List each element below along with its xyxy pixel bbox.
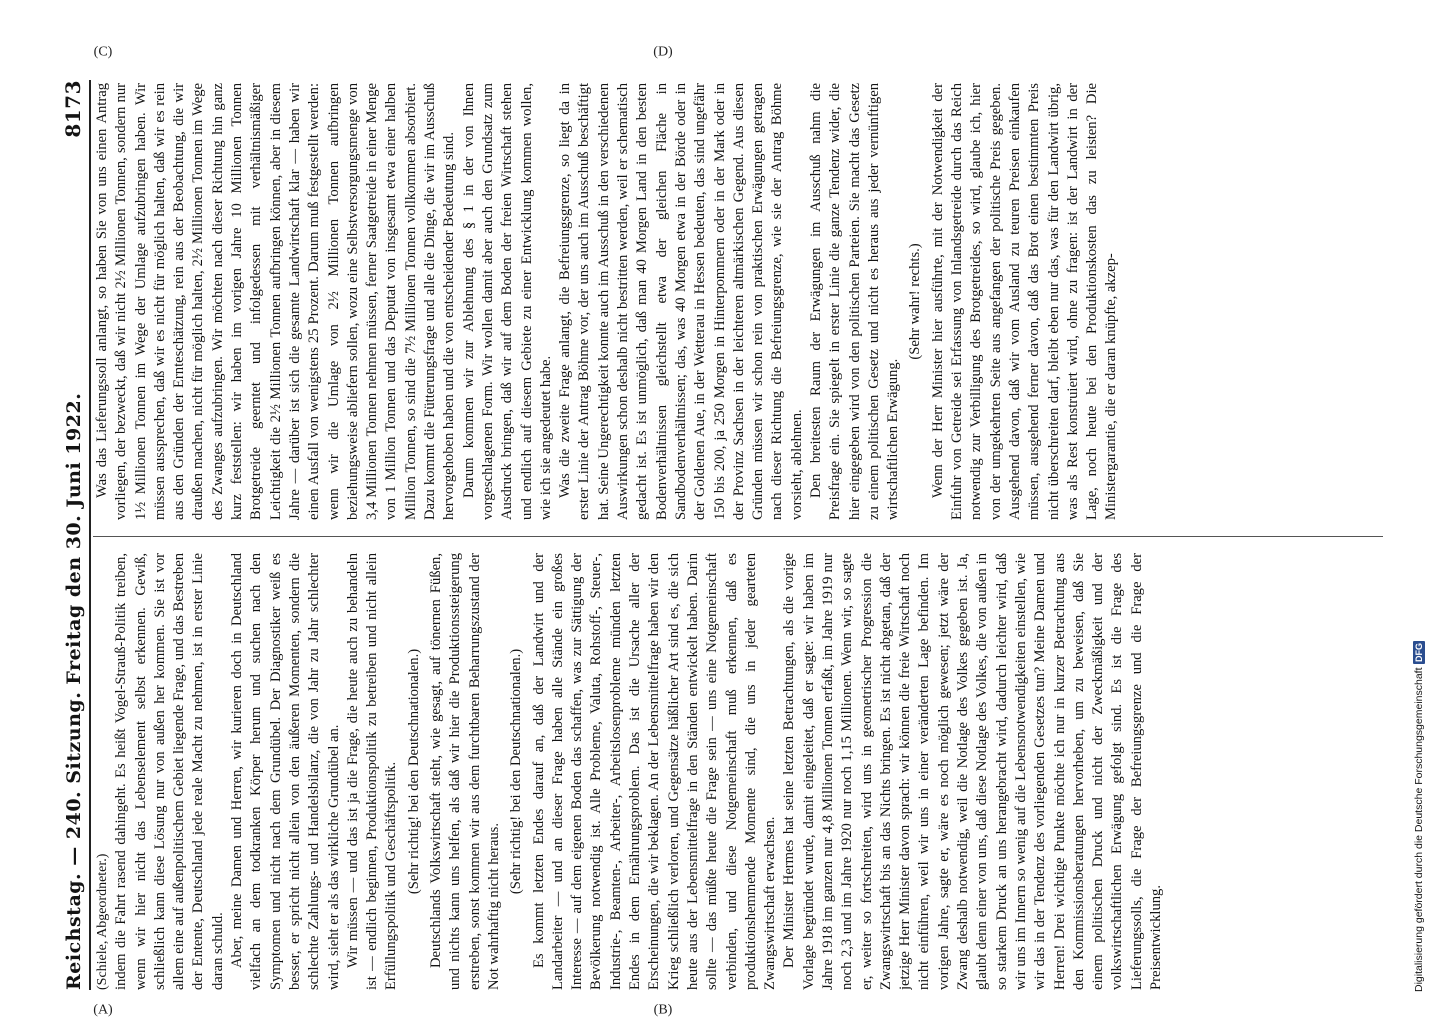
page-number: 8173 (61, 80, 85, 138)
paragraph: Wir müssen — und das ist ja die Frage, die heute auch zu behandeln ist — endlich beginnen, Produktionspolitik zu betreiben und nicht allein Erfüllungspolitik und Geschäftspolitik. (344, 553, 400, 990)
paragraph: Den breitesten Raum der Erwägungen im Ausschuß nahm die Preisfrage ein. Sie spiegelt in erster Linie die ganze Tendenz wider, die hier eingegeben wird von den politischen Parteien. Sie macht das Gesetz zu einem politischen Gesetz und nicht es heraus aus jeder vernünftigen wirtschaftlichen Erwägung. (807, 83, 902, 520)
paragraph: Wenn der Herr Minister hier ausführte, mit der Notwendigkeit der Einfuhr von Getreide sei Erfassung von Inlandsgetreide durch das Reich notwendig zur Verbilligung des Brotgetreides, so wird, glaube ich, hier von der umgekehrten Seite aus angefangen der politische Preis gegeben. Ausgehend davon, daß wir vom Ausland zu teuren Preisen einkaufen müssen, ausgehend ferner davon, daß das Brot einen bestimmten Preis nicht überschreiten darf, bleibt eben nur das, was für den Landwirt übrig, was als Rest konstruiert wird, ohne zu fragen: ist der Landwirt in der Lage, noch heute bei den Produktionskosten das zu leisten? Die Ministergarantie, die er daran knüpfte, akzep- (929, 83, 1120, 520)
interjection: (Sehr richtig! bei den Deutschnationalen.) (405, 648, 422, 895)
paragraph: Aber, meine Damen und Herren, wir kurieren doch in Deutschland vielfach an dem todkranken Körper herum und suchen nach den Symptomen und nicht nach dem Grundübel. Der Diagnostiker weiß es besser, er spricht nicht allein von den äußeren Momenten, sondern die schlechte Zahlungs- und Handelsbilanz, die von Jahr zu Jahr schlechter wird, sieht er als das wirkliche Grundübel an. (229, 553, 342, 990)
paragraph: Es kommt letzten Endes darauf an, daß der Landwirt und der Landarbeiter — und an dieser Frage haben alle Stände ein großes Interesse — auf dem eigenen Boden das schaffen, was zur Sättigung der Bevölkerung notwendig ist. Alle Probleme, Valuta, Rohstoff-, Steuer-, Industrie-, Beamten-, Arbeiter-, Arbeitslosenprobleme münden letzten Endes in dem Ernährungsproblem. Das ist die Ursache aller der Erscheinungen, die wir beklagen. An der Lebensmittelfrage haben wir den Krieg schließlich verloren, und Gegensätze häßlicher Art sind es, die sich heute aus der Lebensmittelfrage in den Ständen entwickelt haben. Darin sollte — das müßte heute die Frage sein — uns eine Notgemeinschaft verbinden, und diese Notgemeinschaft muß erkennen, daß es produktionshemmende Momente sind, die uns in jeder gearteten Zwangswirtschaft erwachsen. (530, 553, 779, 990)
paragraph: Darum kommen wir zur Ablehnung des § 1 in der von Ihnen vorgeschlagenen Form. Wir wollen damit aber auch den Grundsatz zum Ausdruck bringen, daß wir auf dem Boden der freien Wirtschaft stehen und endlich auf diesem Gebiete zu einer Entwicklung kommen wollen, wie ich sie angedeutet habe. (460, 83, 554, 520)
dfg-logo: DFG (1414, 643, 1424, 663)
margin-letter-b: (B) (653, 1002, 673, 1018)
paragraph: Deutschlands Volkswirtschaft steht, wie gesagt, auf tönernen Füßen, und nichts kann uns helfen, als daß wir hier die Produktionssteigerung erstreben, sonst kommen wir aus dem furchtbaren Beharrungszustand der Not wahrhaftig nicht heraus. (428, 553, 502, 990)
margin-letter-d: (D) (653, 44, 673, 60)
header-title: Reichstag. — 240. Sitzung. Freitag den 30. Juni 1922. (63, 392, 85, 990)
right-column (93, 83, 1385, 520)
paragraph: indem die Fahrt rasend dahingeht. Es heißt Vogel-Strauß-Politik treiben, wenn wir hier nicht das Lebenselement selbst erkennen. Gewiß, schließlich kann diese Lösung nur von außen her kommen. Sie ist vor allem eine auf außenpolitischem Gebiet liegende Frage, und das Bestreben der Entente, Deutschland jede reale Macht zu nehmen, ist in erster Linie daran schuld. (113, 553, 226, 990)
funding-note (1408, 8, 1430, 992)
margin-letter-a: (A) (93, 1002, 113, 1018)
left-column (93, 553, 1385, 990)
paragraph: Was die zweite Frage anlangt, die Befreiungsgrenze, so liegt da in erster Linie der Antrag Böhme vor, der uns auch im Ausschuß beschäftigt hat. Seine Ungerechtigkeit konnte auch im Ausschuß in den verschiedenen Auswirkungen schon deshalb nicht bestritten werden, weil er schematisch gedacht ist. Es ist unmöglich, daß man 40 Morgen Land in den besten Bodenverhältnissen gleichstellt etwa der gleichen Fläche in Sandbodenverhältnissen; das, was 40 Morgen etwa in der Börde oder in der Goldenen Aue, in der Wetterau in Hessen bedeuten, das sind ungefähr 150 bis 200, ja 250 Morgen in Hinterpommern oder in der Mark oder in der Provinz Sachsen in der leichteren altmärkischen Gegend. Aus diesen Gründen müssen wir schon rein von praktischen Erwägungen getragen nach dieser Richtung die Befreiungsgrenze, wie sie der Antrag Böhme vorsieht, ablehnen. (557, 83, 805, 520)
running-header (55, 80, 91, 990)
speaker-header: (Schiele, Abgeordneter.) (95, 853, 110, 990)
paragraph: Was das Lieferungssoll anlangt, so haben Sie von uns einen Antrag vorliegen, der bezweckt, daß wir nicht 2½ Millionen Tonnen, sondern nur 1½ Millionen Tonnen im Wege der Umlage aufzubringen haben. Wir müssen aussprechen, daß wir es nicht für möglich halten, daß wir es rein aus den Gründen der Ernteschätzung, rein aus der Beobachtung, die wir draußen machen, nicht für möglich halten, 2½ Millionen Tonnen im Wege des Zwanges aufzubringen. Wir möchten nach dieser Richtung hin ganz kurz feststellen: wir haben im vorigen Jahre 10 Millionen Tonnen Brotgetreide geerntet und infolgedessen mit verhältnismäßiger Leichtigkeit die 2½ Millionen Tonnen aufbringen können, aber in diesem Jahre — darüber ist sich die gesamte Landwirtschaft klar — haben wir einen Ausfall von wenigstens 25 Prozent. Darum muß festgestellt werden: wenn wir die Umlage von 2½ Millionen Tonnen aufbringen beziehungsweise abliefern sollen, wozu eine Selbstversorgungsmenge von 3,4 Millionen Tonnen nehmen müssen, ferner Saatgetreide in einer Menge von 1 Million Tonnen und das Deputat von insgesamt etwa einer halben Million Tonnen, so sind die 7½ Millionen Tonnen vollkommen absorbiert. Dazu kommt die Fütterungsfrage und alle die Dinge, die wir im Ausschuß hervorgehoben haben und die von entscheidender Bedeutung sind. (94, 83, 458, 520)
interjection: (Sehr richtig! bei den Deutschnationalen.) (508, 648, 525, 895)
interjection: (Sehr wahr! rechts.) (907, 243, 924, 360)
paragraph: Der Minister Hermes hat seine letzten Betrachtungen, als die vorige Vorlage begründet wurde, damit eingeleitet, daß er sagte: wir haben im Jahre 1918 im ganzen nur 4,8 Millionen Tonnen erfaßt, im Jahre 1919 nur noch 2,3 und im Jahre 1920 nur noch 1,15 Millionen. Wenn wir, so sagte er, weiter so fortschreiten, wird uns in geometrischer Progression die Zwangswirtschaft bis an das Nichts bringen. Es ist nicht abgetan, daß der jetzige Herr Minister davon sprach: wir können die freie Wirtschaft noch nicht einführen, weil wir uns in einer veränderten Lage befinden. Im vorigen Jahre, sagte er, wäre es noch möglich gewesen; jetzt wäre der Zwang deshalb notwendig, weil die Notlage des Volkes gegeben ist. Ja, glaubt denn einer von uns, daß diese Notlage des Volkes, die von außen in so starkem Druck an uns herangebracht wird, dadurch leichter wird, daß wir uns im Innern so wenig auf die Lebensnotwendigkeiten einstellen, wie wir das in der Tendenz des vorliegenden Gesetzes tun? Meine Damen und Herren! Drei wichtige Punkte möchte ich nur in kurzer Betrachtung aus den Kommissionsberatungen hervorheben, um zu beweisen, daß Sie einem politischen Druck und nicht der Zweckmäßigkeit und der volkswirtschaftlichen Erwägung gefolgt sind. Es ist die Frage des Lieferungssolls, die Frage der Befreiungsgrenze und die Frage der Preisentwicklung. (781, 553, 1165, 990)
rotated-newspaper-page (55, 44, 1395, 1018)
funding-text: Digitalisierung gefördert durch die Deutsche Forschungsgemeinschaft (1413, 667, 1425, 992)
column-divider (93, 536, 1383, 537)
margin-letter-c: (C) (93, 44, 113, 60)
